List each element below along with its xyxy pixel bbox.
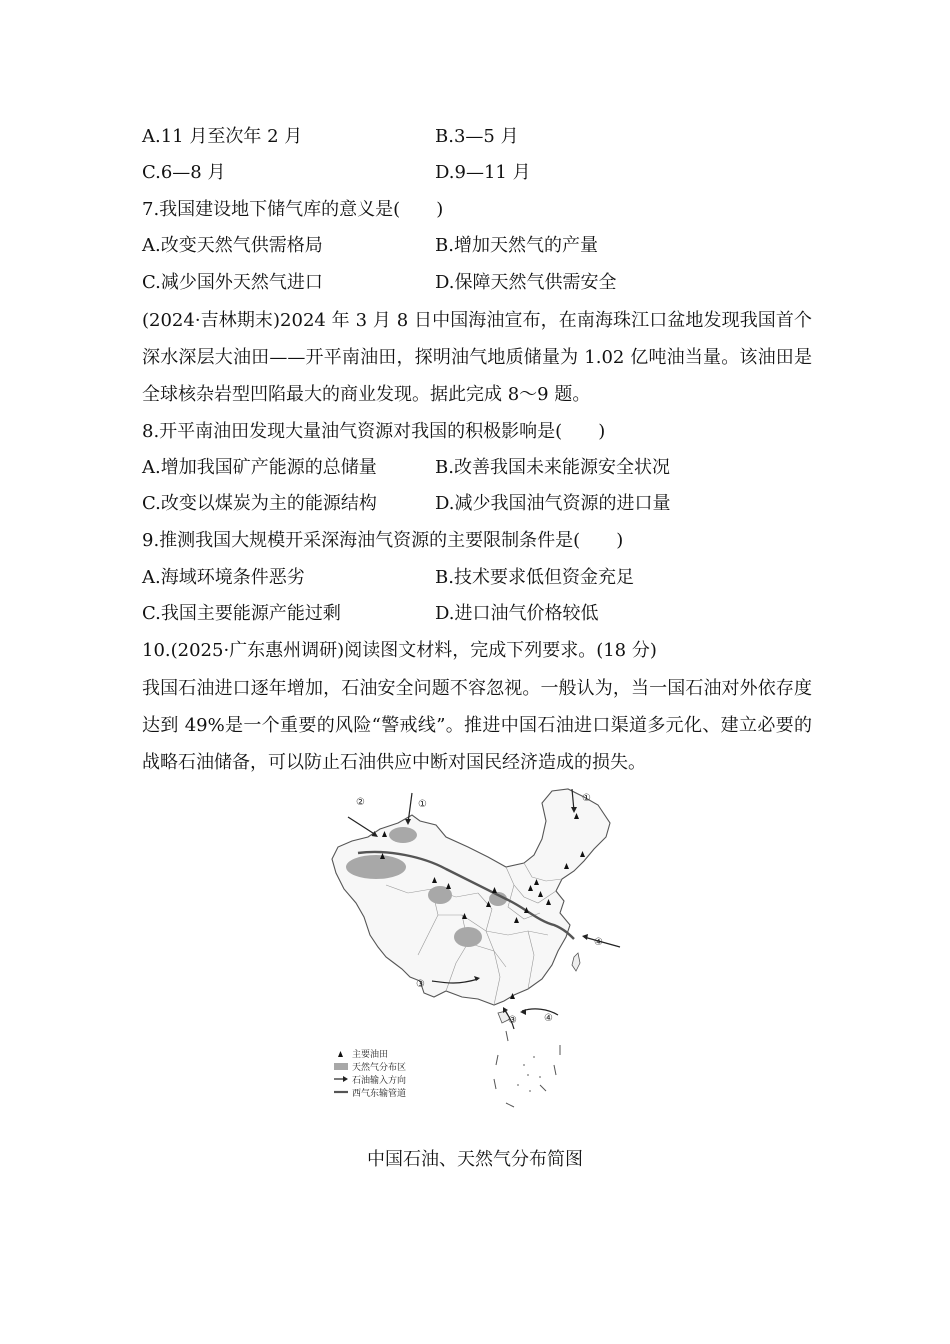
legend-oilfield-icon	[338, 1051, 343, 1057]
route-label-1-northeast: ①	[582, 793, 591, 804]
import-arrow-2-west	[348, 817, 376, 835]
map-legend	[334, 1048, 406, 1099]
q6-option-c: C.6—8 月	[142, 162, 226, 183]
q8-option-a: A.增加我国矿产能源的总储量	[142, 457, 377, 478]
gas-area-junggar	[389, 827, 417, 843]
route-label-4-east: ④	[594, 937, 603, 948]
legend-gas-label: 天然气分布区	[352, 1063, 407, 1073]
south-china-sea-islands	[517, 1056, 541, 1092]
q7-option-d: D.保障天然气供需安全	[435, 272, 617, 293]
taiwan-island	[572, 953, 580, 971]
legend-import-arrowhead	[343, 1076, 348, 1082]
q10-stem: 10.(2025·广东惠州调研)阅读图文材料，完成下列要求。(18 分)	[142, 640, 657, 661]
legend-gas-swatch	[334, 1063, 348, 1070]
q8-option-c: C.改变以煤炭为主的能源结构	[142, 493, 377, 514]
route-label-1-northwest: ①	[418, 799, 427, 810]
south-china-sea-boundary	[494, 1031, 560, 1107]
route-label-4-south: ④	[544, 1013, 553, 1024]
china-outline	[332, 789, 610, 1005]
q8-option-d: D.减少我国油气资源的进口量	[435, 493, 671, 514]
q9-option-d: D.进口油气价格较低	[435, 603, 599, 624]
gas-area-tarim	[346, 855, 406, 879]
q7-stem: 7.我国建设地下储气库的意义是( )	[142, 199, 444, 220]
legend-pipeline-label: 西气东输管道	[352, 1089, 407, 1099]
q10-material: 我国石油进口逐年增加，石油安全问题不容忽视。一般认为，当一国石油对外依存度达到 49%是一个重要的风险“警戒线”。推进中国石油进口渠道多元化、建立必要的战略石油储备，可以防止石油供应中断对国民经济造成的损失。	[142, 678, 812, 773]
q8-stem: 8.开平南油田发现大量油气资源对我国的积极影响是( )	[142, 421, 606, 442]
q7-option-b: B.增加天然气的产量	[435, 235, 598, 256]
q9-stem: 9.推测我国大规模开采深海油气资源的主要限制条件是( )	[142, 530, 624, 551]
legend-import-label: 石油输入方向	[352, 1076, 407, 1086]
map-caption: 中国石油、天然气分布简图	[367, 1149, 583, 1170]
q9-option-b: B.技术要求低但资金充足	[435, 567, 634, 588]
q6-option-b: B.3—5 月	[435, 126, 519, 147]
q7-option-c: C.减少国外天然气进口	[142, 272, 323, 293]
q9-option-a: A.海域环境条件恶劣	[142, 567, 305, 588]
china-oil-gas-map	[328, 785, 624, 1115]
route-label-3-southwest: ③	[416, 979, 425, 990]
route-label-3-south: ③	[508, 1015, 517, 1026]
legend-oilfield-label: 主要油田	[352, 1050, 389, 1060]
q7-option-a: A.改变天然气供需格局	[142, 235, 323, 256]
q8-option-b: B.改善我国未来能源安全状况	[435, 457, 670, 478]
gas-area-sichuan	[454, 927, 482, 947]
material-8-9: (2024·吉林期末)2024 年 3 月 8 日中国海油宣布，在南海珠江口盆地发现我国首个深水深层大油田——开平南油田，探明油气地质储量为 1.02 亿吨油当量。该油田是全球核杂岩型凹陷最大的商业发现。据此完成 8～9 题。	[142, 310, 812, 405]
q6-option-a: A.11 月至次年 2 月	[142, 126, 303, 147]
q9-option-c: C.我国主要能源产能过剩	[142, 603, 341, 624]
q6-option-d: D.9—11 月	[435, 162, 531, 183]
route-label-2-west: ②	[356, 797, 365, 808]
